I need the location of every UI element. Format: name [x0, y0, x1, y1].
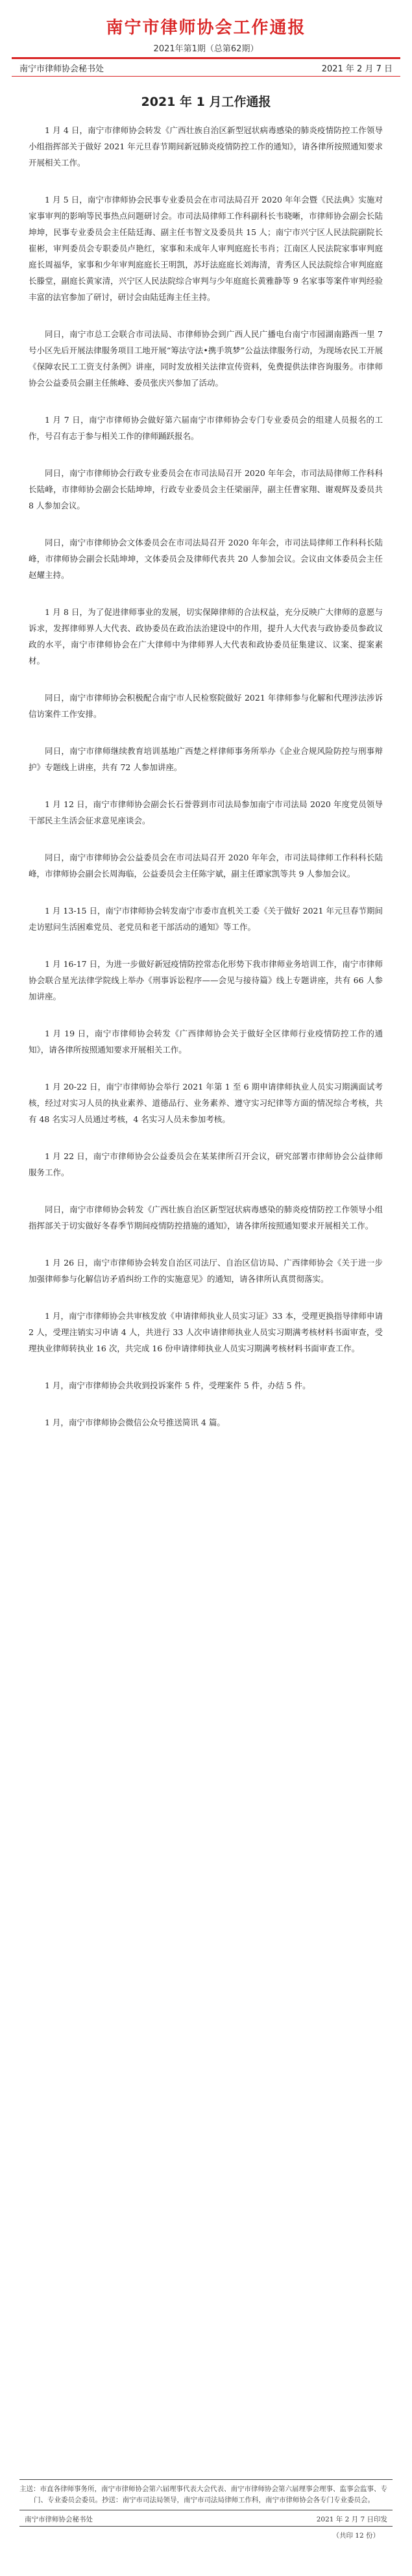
- footer-issuer: 南宁市律师协会秘书处: [25, 2516, 93, 2523]
- footer-rule-top: [19, 2479, 393, 2480]
- paragraph: 1 月 19 日，南宁市律师协会转发《广西律师协会关于做好全区律师行业疫情防控工作的通知》，请各律所按照通知要求开展相关工作。: [29, 1029, 383, 1055]
- footer-rule-bottom: [19, 2526, 393, 2527]
- header-rule-bottom: [12, 76, 400, 77]
- paragraph: 同日，南宁市律师协会积极配合南宁市人民检察院做好 2021 年律师参与化解和代理涉法涉诉信访案件工作安排。: [29, 693, 383, 719]
- paragraph: 同日，南宁市律师继续教育培训基地广西楚之样律师事务所举办《企业合规风险防控与刑事辩护》专题线上讲座，共有 72 人参加讲座。: [29, 746, 383, 772]
- paragraph: 1 月 4 日，南宁市律师协会转发《广西壮族自治区新型冠状病毒感染的肺炎疫情防控工作领导小组指挥部关于做好 2021 年元旦春节期间新冠肺炎疫情防控工作的通知》，请各律所按照通知要求开展相关工作。: [29, 125, 383, 168]
- issue-number: 2021年第1期（总第62期）: [153, 44, 259, 54]
- paragraph: 1 月 12 日，南宁市律师协会副会长石誉蓉到市司法局参加南宁市司法局 2020 年度党员领导干部民主生活会征求意见座谈会。: [29, 799, 383, 825]
- paragraph: 1 月 5 日，南宁市律师协会民事专业委员会在市司法局召开 2020 年年会暨《民法典》实施对家事审判的影响等民事热点问题研讨会。市司法局律师工作科副科长韦晓晰，市律师协会副会长陆坤坤，民事专业委员会主任陆廷海、副主任韦智文及委员共 15 人；南宁市兴宁区人民法院副院长崔彬，审判委员会专职委员卢艳红，家事和未成年人审判庭庭长韦肖；江南区人民法院家事审判庭庭长周福华，家事和少年审判庭庭长王明凯，苏圩法庭庭长刘海清，青秀区人民法院综合审判庭庭长滕堂，副庭长黄家清，兴宁区人民法院综合审判与少年庭庭长黄雅静等 9 名家事等案件审判经验丰富的法官参加了研讨，研讨会由陆廷海主任主持。: [29, 195, 383, 302]
- header-rule-top: [12, 57, 400, 59]
- document-title: 2021 年 1 月工作通报: [141, 95, 271, 109]
- footer-meta: [19, 2514, 393, 2526]
- paragraph: 1 月 22 日，南宁市律师协会公益委员会在某某律所召开会议，研究部署市律师协会公益律师服务工作。: [29, 1151, 383, 1177]
- issuer-name: 南宁市律师协会秘书处: [19, 64, 104, 74]
- paragraph: 1 月 7 日，南宁市律师协会做好第六届南宁市律师协会专门专业委员会的组建人员报名的工作，号召有志于参与相关工作的律师踊跃报名。: [29, 415, 383, 441]
- paragraph: 1 月，南宁市律师协会微信公众号推送简讯 4 篇。: [45, 1418, 225, 1427]
- paragraph: 1 月 16-17 日，为进一步做好新冠疫情防控常态化形势下我市律师业务培训工作，南宁市律师协会联合星光法律学院线上举办《刑事诉讼程序——会见与接待篇》线上专题讲座，共有 66 人参加讲座。: [29, 959, 383, 1001]
- footer-date: 2021 年 2 月 7 日印发: [316, 2516, 387, 2523]
- distribution-footer: [19, 2479, 393, 2542]
- issuer-row: [12, 60, 400, 73]
- paragraph: 1 月 26 日，南宁市律师协会转发自治区司法厅、自治区信访局、广西律师协会《关于进一步加强律师参与化解信访矛盾纠纷工作的实施意见》的通知，请各律所认真贯彻落实。: [29, 1258, 383, 1284]
- paragraph: 1 月，南宁市律师协会共审核发放《申请律师执业人员实习证》33 本，受理更换指导律师申请 2 人，受理注销实习申请 4 人，共进行 33 人次申请律师执业人员实习期满考核材料书面审查，受理执业律师转执业 16 次，共完成 16 份申请律师执业人员实习期满考核材料书面审查工作。: [29, 1311, 383, 1353]
- paragraph: 同日，南宁市律师协会公益委员会在市司法局召开 2020 年年会，市司法局律师工作科科长陆峰，市律师协会副会长周海临，公益委员会主任陈宇斌，副主任谭家凯等共 9 人参加会议。: [29, 853, 383, 879]
- paragraph: 1 月 20-22 日，南宁市律师协会举行 2021 年第 1 至 6 期申请律师执业人员实习期满面试考核，经过对实习人员的执业素养、道德品行、业务素养、遵守实习纪律等方面的情况综合考核，共有 48 名实习人员通过考核，4 名实习人员未参加考核。: [29, 1082, 383, 1124]
- paragraph: 同日，南宁市律师协会行政专业委员会在市司法局召开 2020 年年会，市司法局律师工作科科长陆峰，市律师协会副会长陆坤坤，行政专业委员会主任梁丽萍，副主任曹家翔、谢观辉及委员共 8 人参加会议。: [29, 468, 383, 510]
- distribution-list: 主送：市直各律师事务所，南宁市律师协会第六届理事代表大会代表、南宁市律师协会第六届理事会理事、监事会监事、专门、专业委员会委员。抄送：南宁市司法局领导，南宁市司法局律师工作科，南宁市律师协会各专门专业委员会。: [19, 2485, 387, 2504]
- paragraph: 同日，南宁市律师协会文体委员会在市司法局召开 2020 年年会，市司法局律师工作科科长陆峰，市律师协会副会长陆坤坤，文体委员会及律师代表共 20 人参加会议。会议由文体委员会主任赵耀主持。: [29, 538, 383, 580]
- issue-date: 2021 年 2 月 7 日: [321, 64, 393, 74]
- print-copies: （共印 12 份）: [332, 2532, 380, 2540]
- paragraph: 1 月 8 日，为了促进律师事业的发展，切实保障律师的合法权益，充分反映广大律师的意愿与诉求，发挥律师界人大代表、政协委员在政治法治建设中的作用，提升人大代表与政协委员参政议政的水平，南宁市律师协会在广大律师中为律师界人大代表和政协委员征集建议、议案、提案素材。: [29, 607, 383, 666]
- masthead-title: 南宁市律师协会工作通报: [106, 18, 306, 38]
- paragraph: 1 月 13-15 日，南宁市律师协会转发南宁市委市直机关工委《关于做好 2021 年元旦春节期间走访慰问生活困难党员、老党员和老干部活动的通知》等工作。: [29, 906, 383, 932]
- paragraph: 同日，南宁市律师协会转发《广西壮族自治区新型冠状病毒感染的肺炎疫情防控工作领导小组指挥部关于切实做好冬春季节期间疫情防控措施的通知》，请各律所按照通知要求开展相关工作。: [29, 1205, 383, 1231]
- bulletin-body: [29, 122, 383, 1451]
- paragraph: 1 月，南宁市律师协会共收到投诉案件 5 件，受理案件 5 件，办结 5 件。: [45, 1381, 311, 1390]
- paragraph: 同日，南宁市总工会联合市司法局、市律师协会到广西人民广播电台南宁市园湖南路西一里 7 号小区先后开展法律服务项目工地开展“筹法守法•携手筑梦”公益法律服务行动，为现场农民工开展《保障农民工工资支付条例》讲座，同时发放相关法律宣传资料，免费提供法律咨询服务。市律师协会公益委员会副主任熊峰、委员张庆兴参加了活动。: [29, 329, 383, 388]
